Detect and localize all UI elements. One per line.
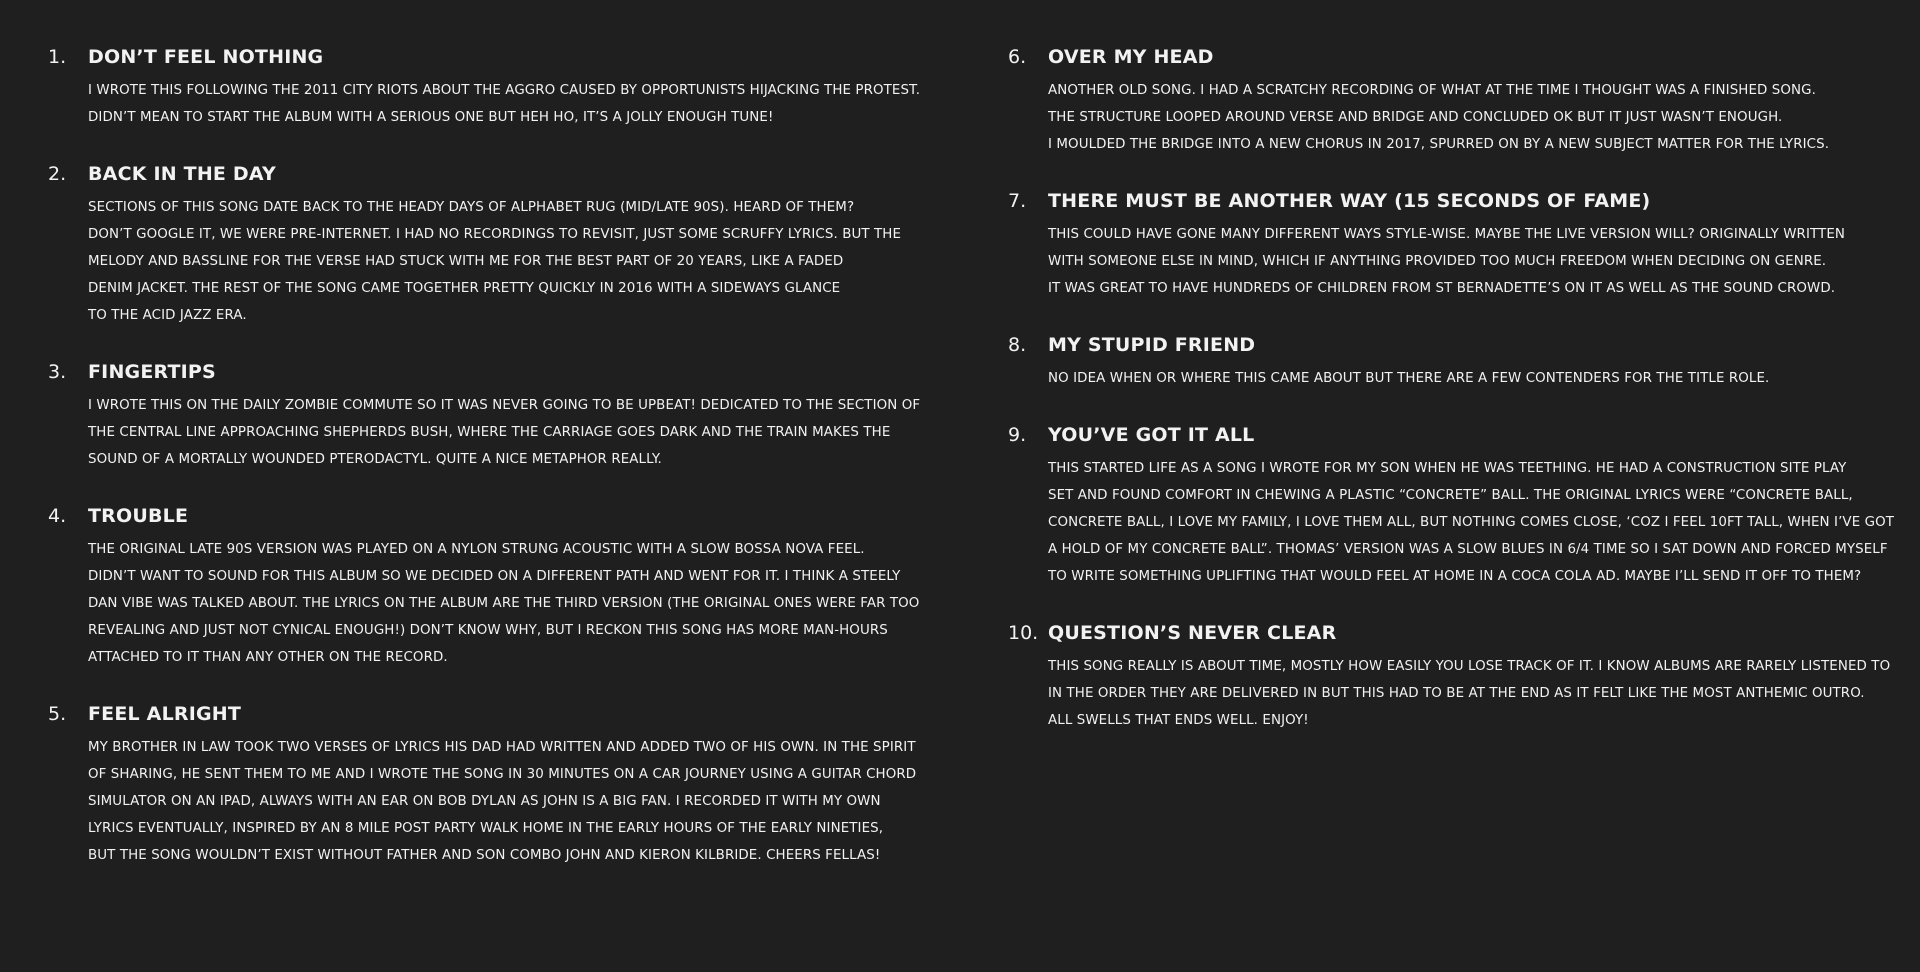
track-description-line: I WROTE THIS FOLLOWING THE 2011 CITY RIOTS ABOUT THE AGGRO CAUSED BY OPPORTUNISTS HIJACKING THE PROTEST. <box>88 83 921 98</box>
track-number: 10. <box>1008 622 1039 644</box>
track-number: 8. <box>1008 334 1027 356</box>
track-description-line: SIMULATOR ON AN IPAD, ALWAYS WITH AN EAR ON BOB DYLAN AS JOHN IS A BIG FAN. I RECORDED IT WITH MY OWN <box>88 794 881 809</box>
track-description-line: BUT THE SONG WOULDN’T EXIST WITHOUT FATHER AND SON COMBO JOHN AND KIERON KILBRIDE. CHEERS FELLAS! <box>88 848 881 863</box>
track-description-line: DAN VIBE WAS TALKED ABOUT. THE LYRICS ON THE ALBUM ARE THE THIRD VERSION (THE ORIGINAL ONES WERE FAR TOO <box>88 596 920 611</box>
track-notes-right-column <box>1008 46 1895 766</box>
track-note <box>1008 622 1891 734</box>
track-note-body <box>88 703 928 869</box>
track-description-line: I MOULDED THE BRIDGE INTO A NEW CHORUS IN 2017, SPURRED ON BY A NEW SUBJECT MATTER FOR THE LYRICS. <box>1048 137 1830 152</box>
track-description-line: IT WAS GREAT TO HAVE HUNDREDS OF CHILDREN FROM ST BERNADETTE’S ON IT AS WELL AS THE SOUND CROWD. <box>1048 281 1836 296</box>
track-description-line: THIS SONG REALLY IS ABOUT TIME, MOSTLY HOW EASILY YOU LOSE TRACK OF IT. I KNOW ALBUMS ARE RARELY LISTENED TO <box>1048 659 1891 674</box>
track-number: 6. <box>1008 46 1027 68</box>
track-title: BACK IN THE DAY <box>88 163 276 185</box>
track-description-line: DENIM JACKET. THE REST OF THE SONG CAME TOGETHER PRETTY QUICKLY IN 2016 WITH A SIDEWAYS GLANCE <box>88 281 841 296</box>
track-description-line: TO THE ACID JAZZ ERA. <box>88 308 247 323</box>
track-number: 3. <box>48 361 67 383</box>
track-title: FEEL ALRIGHT <box>88 703 242 725</box>
track-number: 2. <box>48 163 67 185</box>
track-title: OVER MY HEAD <box>1048 46 1214 68</box>
track-description-line: CONCRETE BALL, I LOVE MY FAMILY, I LOVE THEM ALL, BUT NOTHING COMES CLOSE, ‘COZ I FEEL 10FT TALL, WHEN I’VE GOT <box>1048 515 1895 530</box>
track-description-line: SOUND OF A MORTALLY WOUNDED PTERODACTYL. QUITE A NICE METAPHOR REALLY. <box>88 452 662 467</box>
track-notes-left-column <box>48 46 928 901</box>
track-description-line: THE STRUCTURE LOOPED AROUND VERSE AND BRIDGE AND CONCLUDED OK BUT IT JUST WASN’T ENOUGH. <box>1048 110 1783 125</box>
track-description-line: I WROTE THIS ON THE DAILY ZOMBIE COMMUTE SO IT WAS NEVER GOING TO BE UPBEAT! DEDICATED TO THE SECTION OF <box>88 398 921 413</box>
track-description-line: THE ORIGINAL LATE 90S VERSION WAS PLAYED ON A NYLON STRUNG ACOUSTIC WITH A SLOW BOSSA NOVA FEEL. <box>88 542 865 557</box>
track-note <box>1008 334 1888 392</box>
track-note-body <box>1048 334 1888 392</box>
track-note-body <box>1048 46 1888 158</box>
track-description-line: DIDN’T WANT TO SOUND FOR THIS ALBUM SO WE DECIDED ON A DIFFERENT PATH AND WENT FOR IT. I THINK A STEELY <box>88 569 901 584</box>
track-description-line: REVEALING AND JUST NOT CYNICAL ENOUGH!) DON’T KNOW WHY, BUT I RECKON THIS SONG HAS MORE MAN-HOURS <box>88 623 888 638</box>
track-title: THERE MUST BE ANOTHER WAY (15 SECONDS OF FAME) <box>1048 190 1651 212</box>
track-note-body <box>1048 424 1894 590</box>
track-description-line: THIS COULD HAVE GONE MANY DIFFERENT WAYS STYLE-WISE. MAYBE THE LIVE VERSION WILL? ORIGINALLY WRITTEN <box>1048 227 1846 242</box>
track-title: YOU’VE GOT IT ALL <box>1048 424 1255 446</box>
track-note <box>48 46 928 131</box>
track-description-line: DON’T GOOGLE IT, WE WERE PRE-INTERNET. I HAD NO RECORDINGS TO REVISIT, JUST SOME SCRUFFY LYRICS. BUT THE <box>88 227 902 242</box>
track-number: 9. <box>1008 424 1027 446</box>
track-number: 7. <box>1008 190 1027 212</box>
track-description-line: A HOLD OF MY CONCRETE BALL”. THOMAS’ VERSION WAS A SLOW BLUES IN 6/4 TIME SO I SAT DOWN AND FORCED MYSELF <box>1048 542 1888 557</box>
track-description-line: NO IDEA WHEN OR WHERE THIS CAME ABOUT BUT THERE ARE A FEW CONTENDERS FOR THE TITLE ROLE. <box>1048 371 1770 386</box>
track-note-body <box>88 163 928 329</box>
track-note-body <box>1048 622 1890 734</box>
track-description-line: WITH SOMEONE ELSE IN MIND, WHICH IF ANYTHING PROVIDED TOO MUCH FREEDOM WHEN DECIDING ON GENRE. <box>1048 254 1827 269</box>
track-title: QUESTION’S NEVER CLEAR <box>1048 622 1337 644</box>
track-note <box>1008 190 1888 302</box>
track-note <box>48 163 928 329</box>
track-number: 4. <box>48 505 67 527</box>
track-description-line: LYRICS EVENTUALLY, INSPIRED BY AN 8 MILE POST PARTY WALK HOME IN THE EARLY HOURS OF THE EARLY NINETIES, <box>88 821 884 836</box>
track-description-line: THIS STARTED LIFE AS A SONG I WROTE FOR MY SON WHEN HE WAS TEETHING. HE HAD A CONSTRUCTION SITE PLAY <box>1048 461 1847 476</box>
track-description-line: ALL SWELLS THAT ENDS WELL. ENJOY! <box>1048 713 1309 728</box>
track-description-line: SET AND FOUND COMFORT IN CHEWING A PLASTIC “CONCRETE” BALL. THE ORIGINAL LYRICS WERE “CONCRETE BALL, <box>1048 488 1853 503</box>
track-note-body <box>88 361 928 473</box>
track-description-line: TO WRITE SOMETHING UPLIFTING THAT WOULD FEEL AT HOME IN A COCA COLA AD. MAYBE I’LL SEND IT OFF TO THEM? <box>1048 569 1862 584</box>
track-note-body <box>1048 190 1888 302</box>
track-number: 5. <box>48 703 67 725</box>
track-description-line: MY BROTHER IN LAW TOOK TWO VERSES OF LYRICS HIS DAD HAD WRITTEN AND ADDED TWO OF HIS OWN. IN THE SPIRIT <box>88 740 916 755</box>
track-description-line: ANOTHER OLD SONG. I HAD A SCRATCHY RECORDING OF WHAT AT THE TIME I THOUGHT WAS A FINISHED SONG. <box>1048 83 1816 98</box>
track-note <box>1008 46 1888 158</box>
track-description-line: OF SHARING, HE SENT THEM TO ME AND I WROTE THE SONG IN 30 MINUTES ON A CAR JOURNEY USING A GUITAR CHORD <box>88 767 917 782</box>
track-note-body <box>88 505 928 671</box>
track-title: FINGERTIPS <box>88 361 216 383</box>
track-description-line: MELODY AND BASSLINE FOR THE VERSE HAD STUCK WITH ME FOR THE BEST PART OF 20 YEARS, LIKE A FADED <box>88 254 844 269</box>
track-note <box>48 361 928 473</box>
track-number: 1. <box>48 46 67 68</box>
track-title: TROUBLE <box>88 505 189 527</box>
track-description-line: IN THE ORDER THEY ARE DELIVERED IN BUT THIS HAD TO BE AT THE END AS IT FELT LIKE THE MOST ANTHEMIC OUTRO. <box>1048 686 1865 701</box>
track-title: DON’T FEEL NOTHING <box>88 46 324 68</box>
track-description-line: SECTIONS OF THIS SONG DATE BACK TO THE HEADY DAYS OF ALPHABET RUG (MID/LATE 90S). HEARD OF THEM? <box>88 200 855 215</box>
track-note-body <box>88 46 928 131</box>
track-note <box>1008 424 1895 590</box>
track-title: MY STUPID FRIEND <box>1048 334 1256 356</box>
track-description-line: THE CENTRAL LINE APPROACHING SHEPHERDS BUSH, WHERE THE CARRIAGE GOES DARK AND THE TRAIN MAKES THE <box>88 425 891 440</box>
track-description-line: ATTACHED TO IT THAN ANY OTHER ON THE RECORD. <box>88 650 448 665</box>
track-note <box>48 505 928 671</box>
track-note <box>48 703 928 869</box>
track-description-line: DIDN’T MEAN TO START THE ALBUM WITH A SERIOUS ONE BUT HEH HO, IT’S A JOLLY ENOUGH TUNE! <box>88 110 774 125</box>
